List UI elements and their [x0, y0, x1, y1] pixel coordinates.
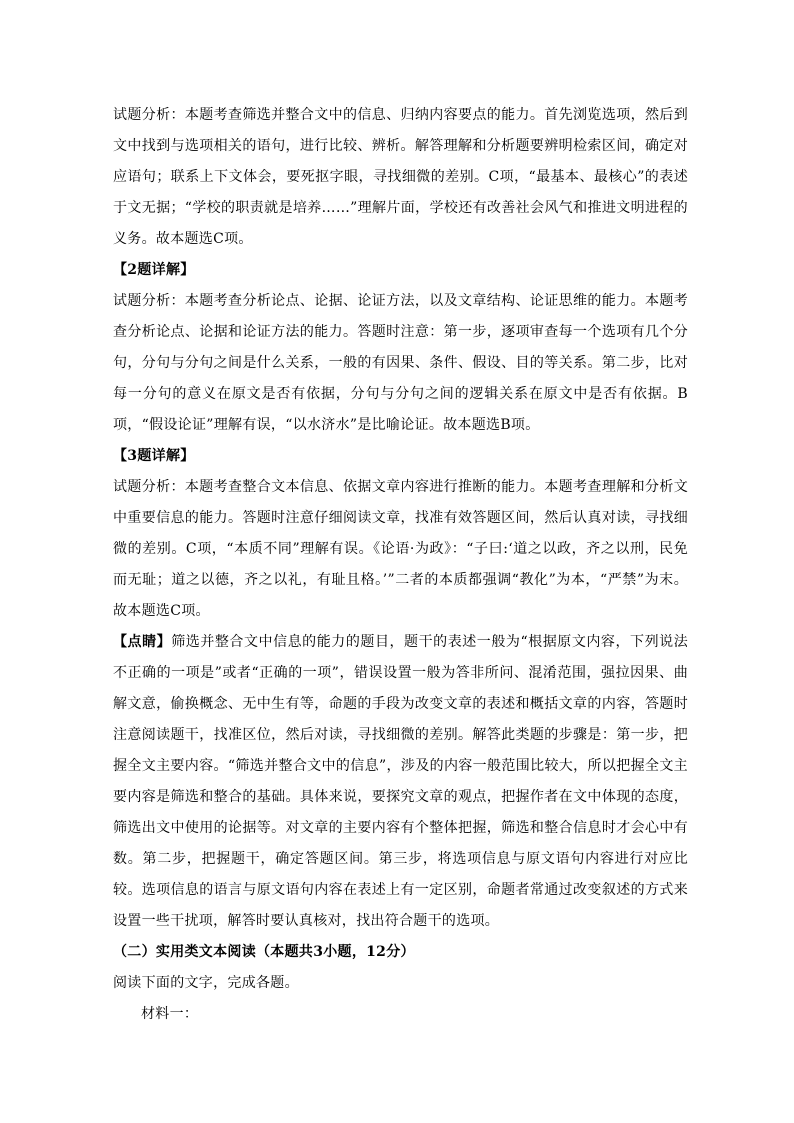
dianjing-label: 【点睛】 — [113, 634, 172, 650]
reading-instruction: 阅读下面的文字，完成各题。 — [113, 975, 299, 991]
question-3-heading: 【3题详解】 — [113, 448, 195, 464]
analysis-paragraph-2: 试题分析：本题考查分析论点、论据、论证方法，以及文章结构、论证思维的能力。本题考查分析论点、论据和论证方法的能力。答题时注意：第一步，逐项审查每一个选项有几个分句，分句与分句之间是什么关系，一般的有因果、条件、假设、目的等关系。第二步，比对每一分句的意义在原文是否有依据，分句与分句之间的逻辑关系在原文中是否有依据。B项，“假设论证”理解有误，“以水济水”是比喻论证。故本题选B项。 — [113, 293, 688, 433]
document-content — [113, 100, 688, 1030]
section-title: （二）实用类文本阅读（本题共3小题，12分） — [113, 944, 415, 960]
material-label: 材料一： — [141, 1006, 199, 1022]
dianjing-paragraph — [113, 627, 688, 937]
analysis-paragraph-1: 试题分析：本题考查筛选并整合文中的信息、归纳内容要点的能力。首先浏览选项，然后到文中找到与选项相关的语句，进行比较、辨析。解答理解和分析题要辨明检索区间，确定对应语句；联系上下文体会，要死抠字眼，寻找细微的差别。C项，“最基本、最核心”的表述于文无据；“学校的职责就是培养……”理解片面，学校还有改善社会风气和推进文明进程的义务。故本题选C项。 — [113, 107, 688, 247]
analysis-paragraph-3: 试题分析：本题考查整合文本信息、依据文章内容进行推断的能力。本题考查理解和分析文中重要信息的能力。答题时注意仔细阅读文章，找准有效答题区间，然后认真对读，寻找细微的差别。C项，“本质不同”理解有误。《论语·为政》：“子曰:‘道之以政，齐之以刑，民免而无耻；道之以德，齐之以礼，有耻且格。’”二者的本质都强调“教化”为本，“严禁”为末。故本题选C项。 — [113, 479, 688, 619]
question-2-heading: 【2题详解】 — [113, 262, 195, 278]
dianjing-text: 筛选并整合文中信息的能力的题目，题干的表述一般为“根据原文内容，下列说法不正确的一项是”或者“正确的一项”，错误设置一般为答非所问、混淆范围，强拉因果、曲解文意，偷换概念、无中生有等，命题的手段为改变文章的表述和概括文章的内容，答题时注意阅读题干，找准区位，然后对读，寻找细微的差别。解答此类题的步骤是：第一步，把握全文主要内容。“筛选并整合文中的信息”，涉及的内容一般范围比较大，所以把握全文主要内容是筛选和整合的基础。具体来说，要探究文章的观点，把握作者在文中体现的态度，筛选出文中使用的论据等。对文章的主要内容有个整体把握，筛选和整合信息时才会心中有数。第二步，把握题干，确定答题区间。第三步，将选项信息与原文语句内容进行对应比较。选项信息的语言与原文语句内容在表述上有一定区别，命题者常通过改变叙述的方式来设置一些干扰项，解答时要认真核对，找出符合题干的选项。 — [113, 634, 688, 929]
